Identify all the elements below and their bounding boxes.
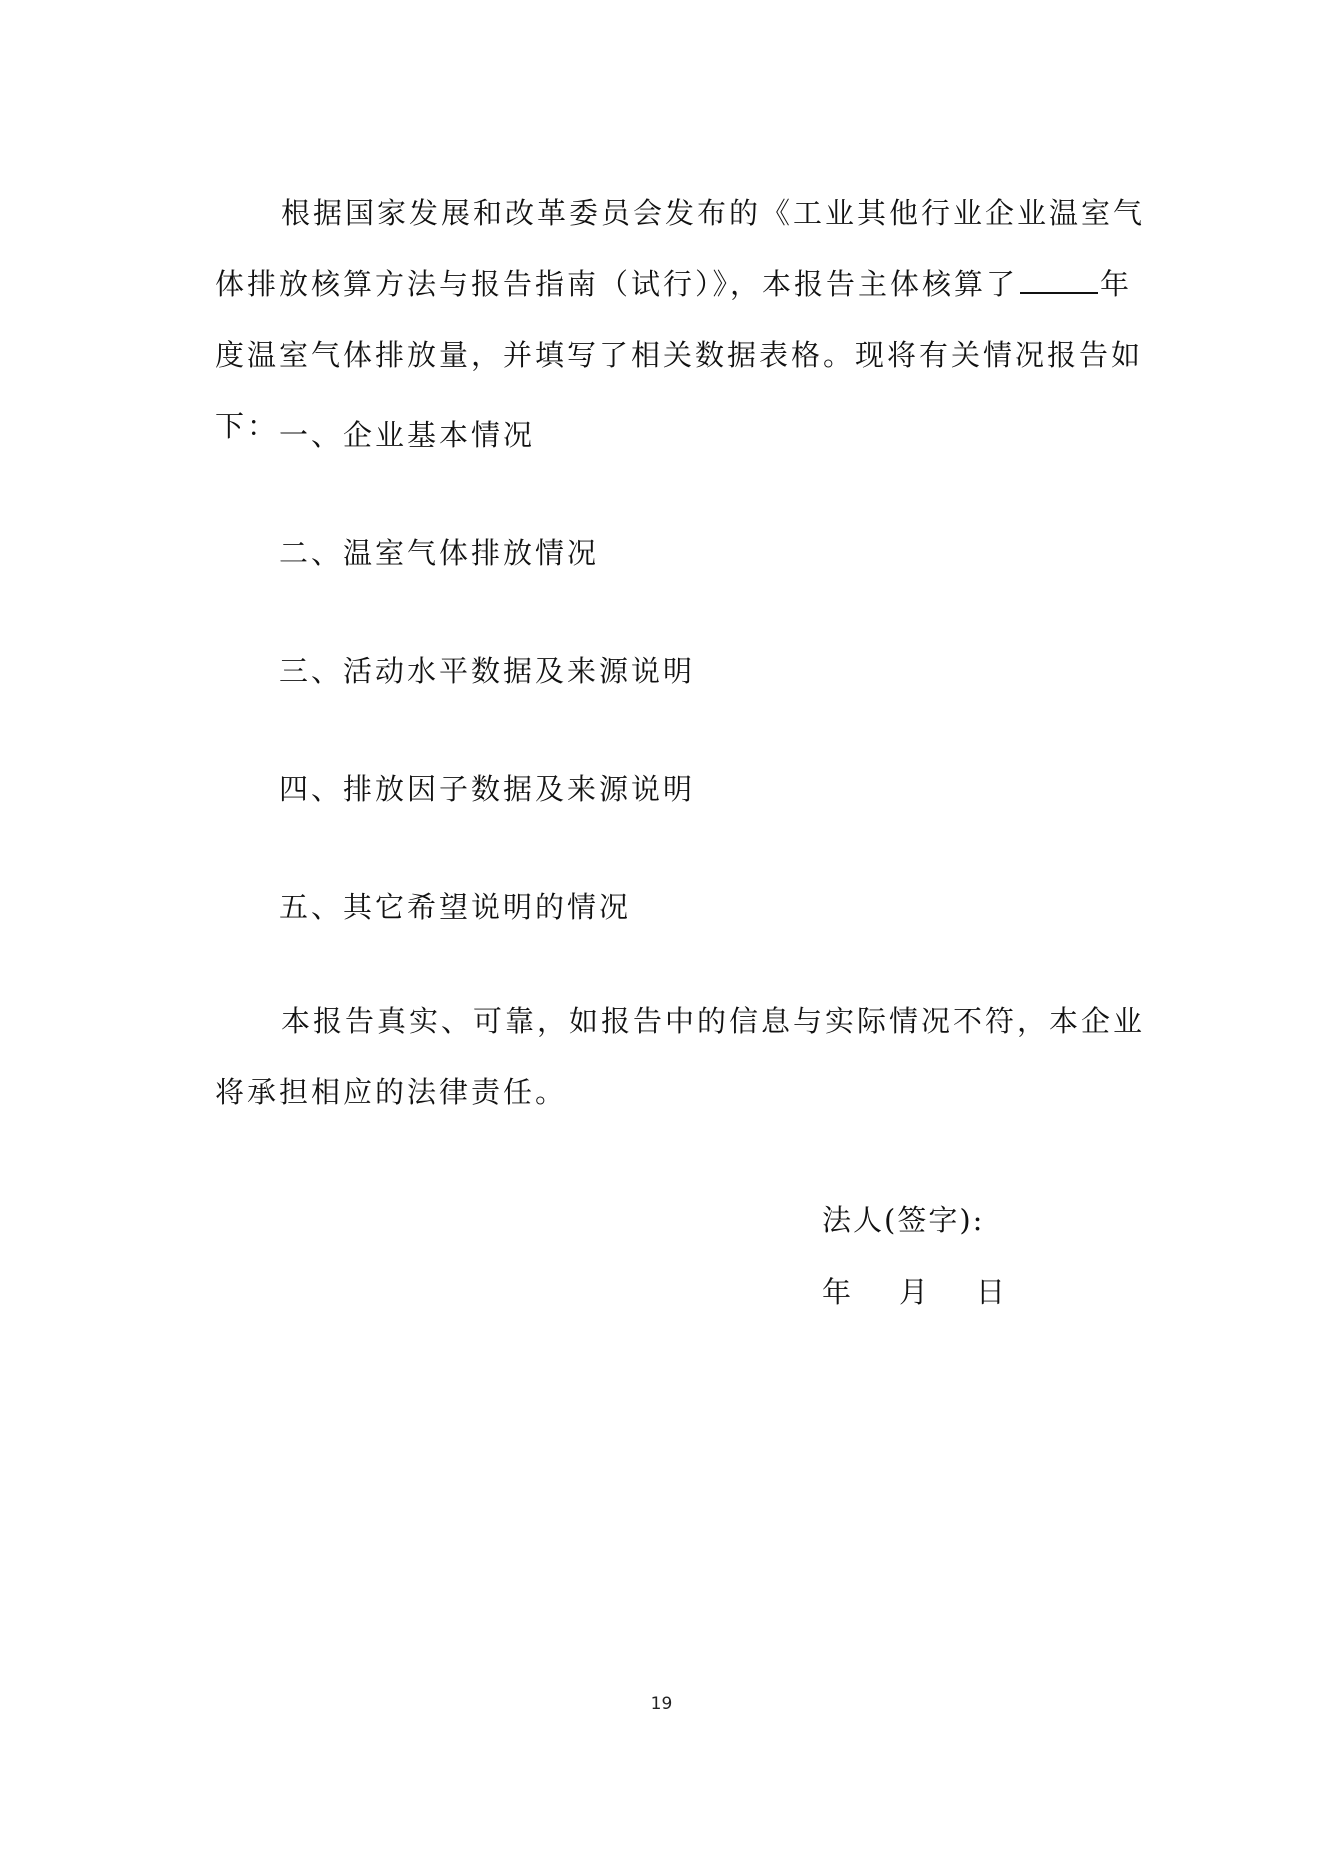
signature-label: 法人(签字):	[822, 1203, 985, 1237]
section-heading-5: 五、其它希望说明的情况	[279, 890, 632, 924]
page-number: 19	[650, 1694, 673, 1714]
year-blank-field[interactable]	[1020, 266, 1098, 294]
date-month-label: 月	[899, 1275, 931, 1309]
intro-text-part2: 年度温室气体排放量，并填写了相关数据表格。现将有关情况报告如下：	[215, 267, 1144, 443]
intro-text-part1: 根据国家发展和改革委员会发布的《工业其他行业企业温室气体排放核算方法与报告指南（试行）》，本报告主体核算了	[215, 196, 1146, 301]
section-heading-1: 一、企业基本情况	[279, 418, 536, 452]
section-heading-4: 四、排放因子数据及来源说明	[279, 772, 696, 806]
section-heading-2: 二、温室气体排放情况	[279, 536, 600, 570]
signature-date	[822, 1270, 1007, 1311]
declaration-paragraph: 本报告真实、可靠，如报告中的信息与实际情况不符，本企业将承担相应的法律责任。	[215, 1004, 1146, 1109]
date-day-label: 日	[976, 1275, 1008, 1309]
date-year-label: 年	[822, 1275, 854, 1309]
section-heading-3: 三、活动水平数据及来源说明	[279, 654, 696, 688]
